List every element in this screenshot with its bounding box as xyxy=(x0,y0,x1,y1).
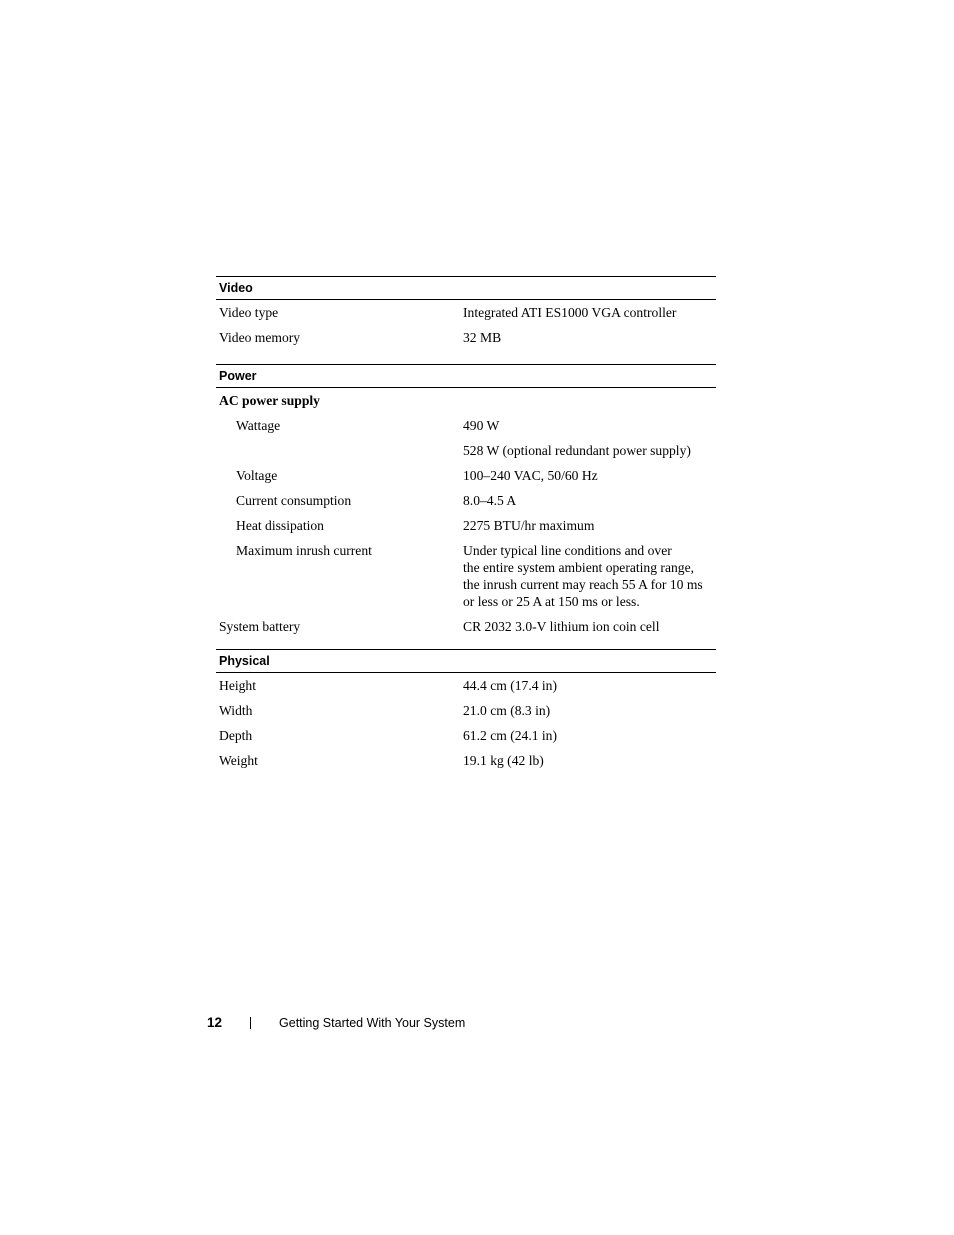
spec-label: Heat dissipation xyxy=(236,518,324,533)
spec-label: System battery xyxy=(219,619,301,634)
spec-value: 100–240 VAC, 50/60 Hz xyxy=(463,468,598,483)
spec-value-empty xyxy=(460,392,716,409)
spec-value: 528 W (optional redundant power supply) xyxy=(463,443,691,458)
spec-row xyxy=(216,463,716,488)
spec-label: Wattage xyxy=(236,418,281,433)
spec-row xyxy=(216,438,716,463)
spec-row xyxy=(216,538,716,614)
spec-value-line: Under typical line conditions and over xyxy=(463,543,672,558)
spec-value: CR 2032 3.0-V lithium ion coin cell xyxy=(463,619,660,634)
spec-value: 490 W xyxy=(463,418,500,433)
spec-row xyxy=(216,698,716,723)
spec-label: Current consumption xyxy=(236,493,352,508)
spec-row xyxy=(216,614,716,639)
spec-value: 8.0–4.5 A xyxy=(463,493,517,508)
video-section-title: Video xyxy=(219,281,253,295)
power-section-header xyxy=(216,364,716,388)
spec-value: 44.4 cm (17.4 in) xyxy=(463,678,558,693)
section-spacer xyxy=(216,350,716,364)
spec-label: Depth xyxy=(219,728,253,743)
section-spacer xyxy=(216,639,716,649)
spec-label: Height xyxy=(219,678,256,693)
footer-divider xyxy=(250,1017,251,1029)
spec-label: Video type xyxy=(219,305,279,320)
video-section-header xyxy=(216,276,716,300)
spec-label: Width xyxy=(219,703,253,718)
spec-value-multiline xyxy=(460,542,716,610)
spec-label: Weight xyxy=(219,753,258,768)
spec-row xyxy=(216,513,716,538)
page-number: 12 xyxy=(207,1015,223,1030)
spec-row xyxy=(216,488,716,513)
spec-label-empty xyxy=(216,442,460,459)
spec-row xyxy=(216,325,716,350)
spec-value: 61.2 cm (24.1 in) xyxy=(463,728,558,743)
physical-section-title: Physical xyxy=(219,654,270,668)
spec-value: 19.1 kg (42 lb) xyxy=(463,753,544,768)
physical-section-header xyxy=(216,649,716,673)
spec-row xyxy=(216,748,716,773)
spec-label: Voltage xyxy=(236,468,278,483)
spec-value-line: the entire system ambient operating range, xyxy=(463,560,695,575)
spec-row xyxy=(216,673,716,698)
spec-value: 2275 BTU/hr maximum xyxy=(463,518,595,533)
spec-row xyxy=(216,413,716,438)
page-footer xyxy=(207,1015,465,1030)
spec-value-line: or less or 25 A at 150 ms or less. xyxy=(463,594,640,609)
spec-row xyxy=(216,723,716,748)
spec-value: Integrated ATI ES1000 VGA controller xyxy=(463,305,677,320)
spec-value-line: the inrush current may reach 55 A for 10 ms xyxy=(463,577,703,592)
spec-table xyxy=(216,276,716,773)
footer-title: Getting Started With Your System xyxy=(279,1015,466,1030)
spec-group-label: AC power supply xyxy=(219,393,320,408)
spec-row xyxy=(216,300,716,325)
spec-label: Video memory xyxy=(219,330,301,345)
spec-row xyxy=(216,388,716,413)
spec-label: Maximum inrush current xyxy=(236,543,372,558)
power-section-title: Power xyxy=(219,369,257,383)
spec-value: 32 MB xyxy=(463,330,502,345)
spec-value: 21.0 cm (8.3 in) xyxy=(463,703,551,718)
